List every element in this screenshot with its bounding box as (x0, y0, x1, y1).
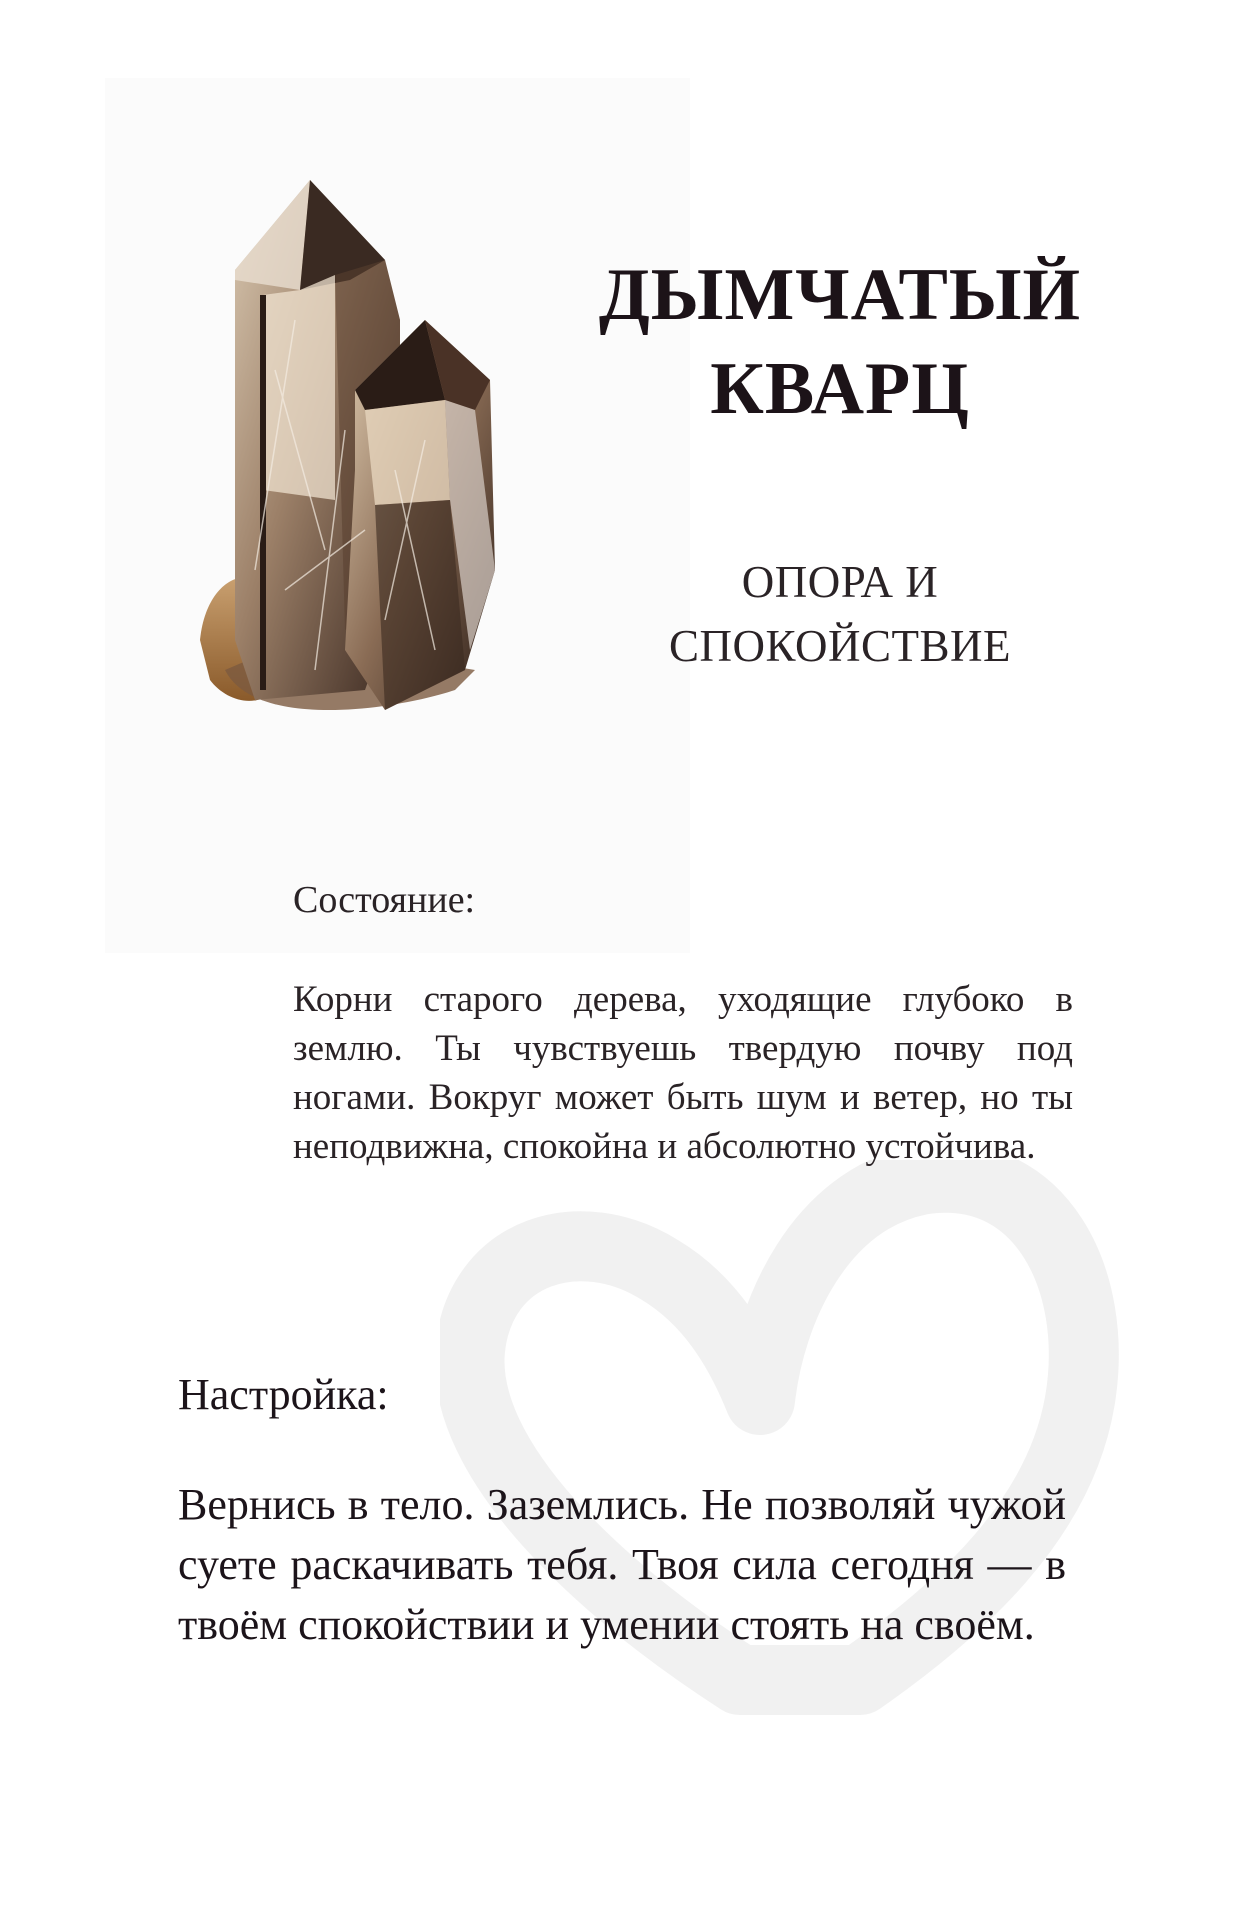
card-subtitle (600, 550, 1080, 678)
title-line-2: КВАРЦ (710, 348, 970, 430)
subtitle-line-2: СПОКОЙСТВИЕ (669, 621, 1011, 671)
state-heading: Состояние: (293, 879, 476, 921)
card-title (560, 248, 1120, 436)
subtitle-line-1: ОПОРА И (741, 557, 939, 607)
tuning-description: Вернись в тело. Заземлись. Не позволяй чужой суете раскачивать тебя. Твоя сила сегодня — в твоём спокойствии и умении стоять на своём. (178, 1480, 1066, 1649)
title-line-1: ДЫМЧАТЫЙ (598, 254, 1082, 336)
tuning-heading: Настройка: (178, 1370, 389, 1419)
state-description: Корни старого дерева, уходящие глубоко в землю. Ты чувствуешь твердую почву под ногами. Вокруг может быть шум и ветер, но ты неподвижна, спокойна и абсолютно устойчива. (293, 979, 1073, 1167)
